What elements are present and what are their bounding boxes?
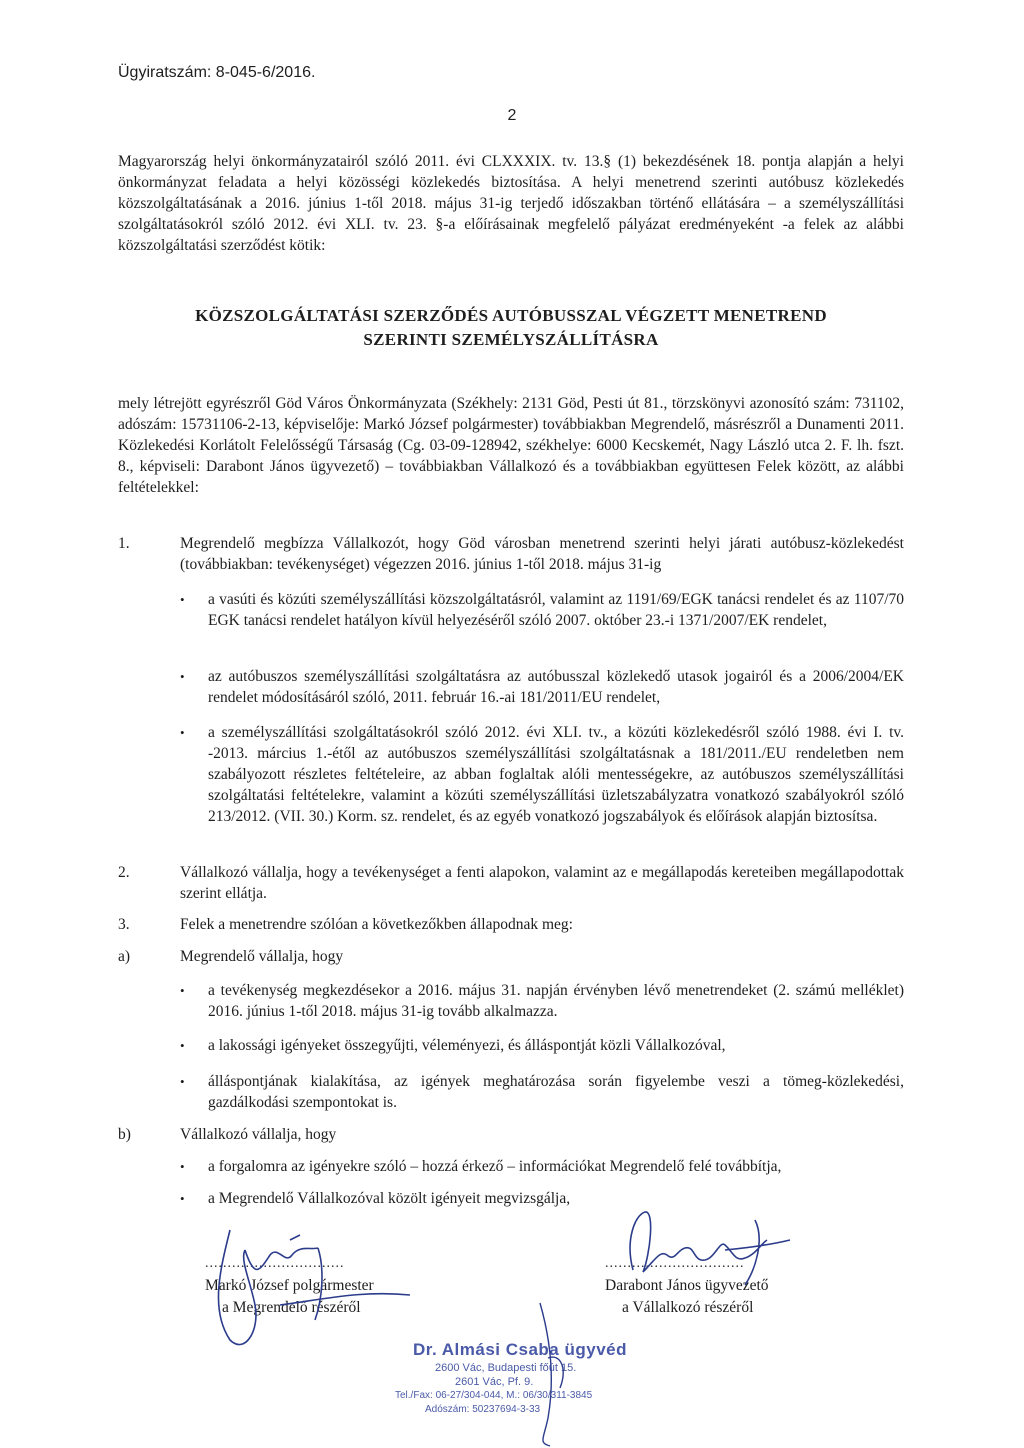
bullet-icon: • <box>180 725 185 740</box>
stamp-line-1: Dr. Almási Csaba ügyvéd <box>413 1340 628 1359</box>
stamp-line-3: 2601 Vác, Pf. 9. <box>455 1376 534 1388</box>
section-1-bullet-2: az autóbuszos személyszállítási szolgáltatásra az autóbusszal közlekedő utasok jogairól és a 2006/2004/EK rendelet módosításáról szóló, 2011. február 16.-ai 181/2011/EU rendelet, <box>208 668 904 706</box>
stamp-line-4: Tel./Fax: 06-27/304-044, M.: 06/30/311-3845 <box>395 1390 593 1401</box>
section-a-bullet-3: álláspontjának kialakítása, az igények meghatározása során figyelembe veszi a tömeg-közlekedési, gazdálkodási szempontokat is. <box>208 1073 904 1111</box>
signatory-left-role: a Megrendelő részéről <box>222 1299 361 1316</box>
signatory-right-name: Darabont János ügyvezető <box>605 1277 769 1294</box>
section-b-bullet-2: a Megrendelő Vállalkozóval közölt igényeit megvizsgálja, <box>208 1190 571 1207</box>
section-b-number: b) <box>118 1126 131 1143</box>
bullet-icon: • <box>180 1038 185 1053</box>
section-1-text: Megrendelő megbízza Vállalkozót, hogy Göd városban menetrend szerinti helyi járati autóbusz-közlekedést (továbbiakban: tevékenységet) végezzen 2016. június 1-től 2018. május 31-ig <box>180 535 904 573</box>
file-number: Ügyiratszám: 8-045-6/2016. <box>118 64 316 81</box>
bullet-icon: • <box>180 1191 185 1206</box>
section-2-text: Vállalkozó vállalja, hogy a tevékenységet a fenti alapokon, valamint az e megállapodás kereteiben megállapodottak szerint ellátja. <box>180 864 904 902</box>
contract-title-line-1: KÖZSZOLGÁLTATÁSI SZERZŐDÉS AUTÓBUSSZAL VÉGZETT MENETREND <box>195 306 827 325</box>
section-a-bullet-2: a lakossági igényeket összegyűjti, véleményezi, és álláspontját közli Vállalkozóval, <box>208 1037 726 1054</box>
section-1-number: 1. <box>118 535 130 552</box>
signature-right-icon <box>605 1200 805 1290</box>
signature-line-left: ............................... <box>205 1256 345 1271</box>
bullet-icon: • <box>180 1074 185 1089</box>
bullet-icon: • <box>180 669 185 684</box>
signature-line-right: ............................... <box>605 1256 745 1271</box>
section-a-text: Megrendelő vállalja, hogy <box>180 948 344 965</box>
signature-left-icon <box>200 1210 430 1360</box>
section-3-text: Felek a menetrendre szólóan a következőkben állapodnak meg: <box>180 916 573 933</box>
parties-paragraph: mely létrejött egyrészről Göd Város Önkormányzata (Székhely: 2131 Göd, Pesti út 81., törzskönyvi azonosító szám: 731102, adószám: 15731106-2-13, képviselője: Markó József polgármester) továbbiakban Megrendelő, másrészről a Dunamenti 2011. Közlekedési Korlátolt Felelősségű Társaság (Cg. 03-09-128942, székhelye: 6000 Kecskemét, Nagy László utca 2. F. lh. fszt. 8., képviseli: Darabont János ügyvezető) – továbbiakban Vállalkozó és a továbbiakban együttesen Felek között, az alábbi feltételekkel: <box>118 395 904 496</box>
section-1-bullet-1: a vasúti és közúti személyszállítási közszolgáltatásról, valamint az 1191/69/EGK tanácsi rendelet és az 1107/70 EGK tanácsi rendelet hatályon kívül helyezéséről szóló 2007. október 23.-i 1371/2007/EK rendelet, <box>208 591 904 629</box>
bullet-icon: • <box>180 1159 185 1174</box>
signatory-right-role: a Vállalkozó részéről <box>622 1299 754 1316</box>
section-a-number: a) <box>118 948 131 965</box>
page-number: 2 <box>507 107 517 124</box>
contract-title-line-2: SZERINTI SZEMÉLYSZÁLLÍTÁSRA <box>363 330 659 349</box>
lawyer-stamp <box>395 1340 635 1440</box>
section-1-bullet-3: a személyszállítási szolgáltatásokról szóló 2012. évi XLI. tv., a közúti közlekedésről szóló 1988. évi I. tv. -2013. március 1.-étől az autóbuszos személyszállítási szolgáltatásnak a 181/2011./EU rendeletben nem szabályozott részletes feltételeire, az abban foglaltak alóli mentességekre, az autóbuszos személyszállítási szolgáltatási feltételekre, valamint a közúti személyszállítási üzletszabályzatra vonatkozó szabályokról szóló 213/2012. (VII. 30.) Korm. sz. rendelet, és az egyéb vonatkozó jogszabályok és előírások alapján biztosítsa. <box>208 724 904 825</box>
section-a-bullet-1: a tevékenység megkezdésekor a 2016. május 31. napján érvényben lévő menetrendeket (2. számú melléklet) 2016. június 1-től 2018. május 31-ig tovább alkalmazza. <box>208 982 904 1020</box>
section-2-number: 2. <box>118 864 130 881</box>
bullet-icon: • <box>180 983 185 998</box>
bullet-icon: • <box>180 592 185 607</box>
intro-paragraph: Magyarország helyi önkormányzatairól szóló 2011. évi CLXXXIX. tv. 13.§ (1) bekezdésének 18. pontja alapján a helyi önkormányzat feladata a helyi közösségi közlekedés biztosítása. A helyi menetrend szerinti autóbusz közlekedés közszolgáltatásának a 2016. június 1-től 2018. május 31-ig terjedő időszakban történő ellátására – a személyszállítási szolgáltatásokról szóló 2012. évi XLI. tv. 23. §-a előírásainak megfelelő pályázat eredményeként -a felek az alábbi közszolgáltatási szerződést kötik: <box>118 153 904 254</box>
stamp-line-5: Adószám: 50237694-3-33 <box>425 1404 541 1415</box>
stamp-signature-icon <box>520 1298 580 1448</box>
section-b-bullet-1: a forgalomra az igényekre szóló – hozzá érkező – információkat Megrendelő felé továbbítja, <box>208 1158 782 1175</box>
contract-title <box>118 304 904 352</box>
signatory-left-name: Markó József polgármester <box>205 1277 374 1294</box>
section-b-text: Vállalkozó vállalja, hogy <box>180 1126 337 1143</box>
section-3-number: 3. <box>118 916 130 933</box>
stamp-line-2: 2600 Vác, Budapesti főút 15. <box>435 1362 577 1374</box>
